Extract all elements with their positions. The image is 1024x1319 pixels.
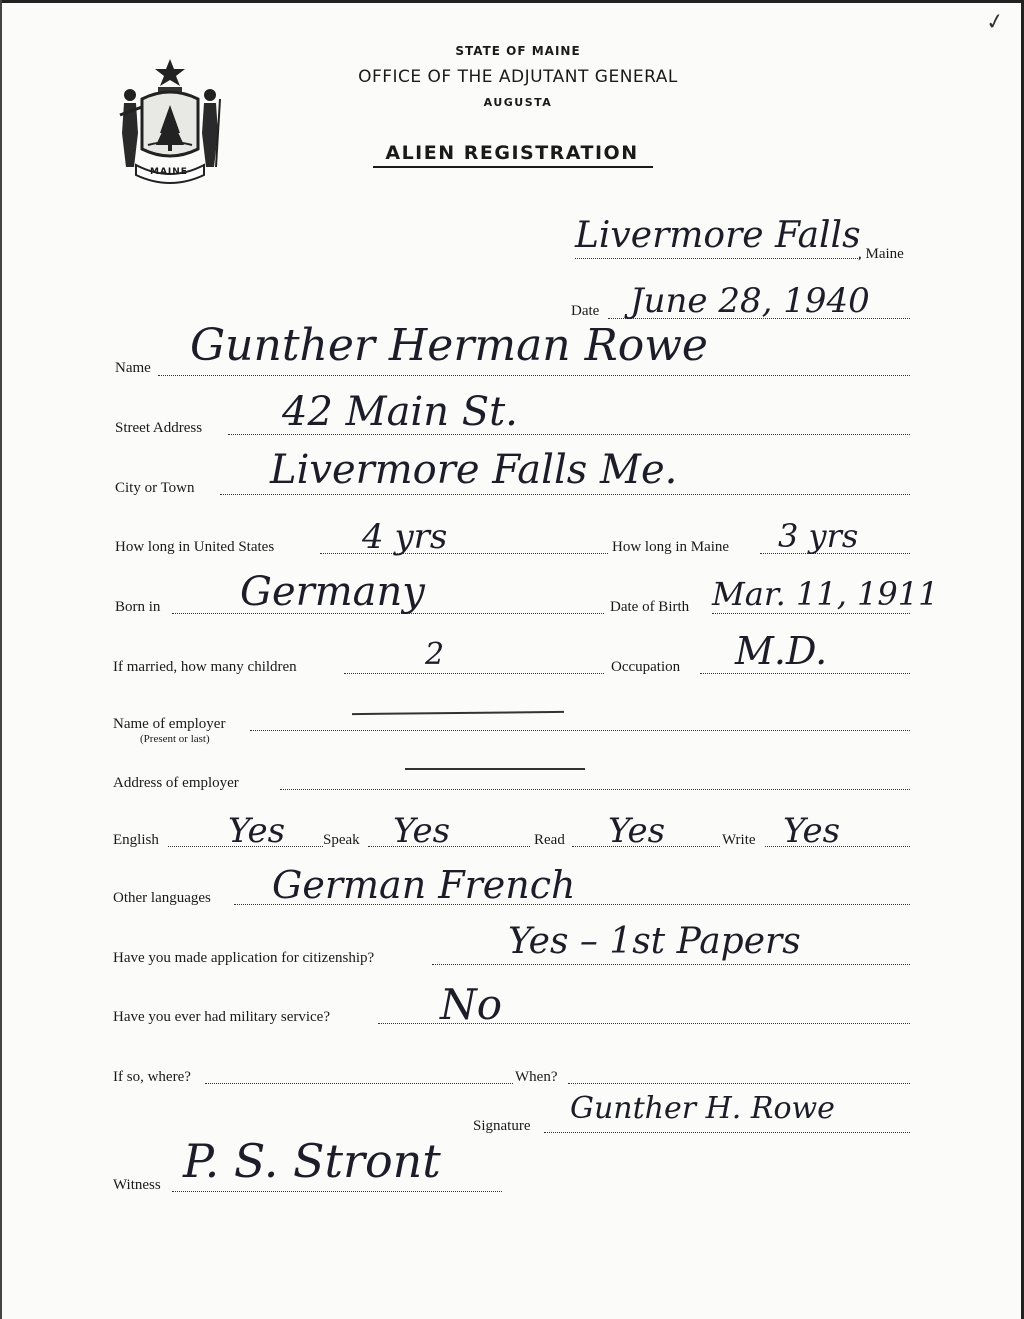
children-entry: 2 [425, 637, 445, 672]
read-label: Read [534, 832, 565, 848]
name-label: Name [115, 360, 151, 376]
town-entry: Livermore Falls [575, 215, 861, 256]
write-label: Write [722, 832, 756, 848]
checkmark-icon: ✓ [983, 8, 1007, 37]
witness-line [172, 1191, 502, 1192]
employer-label: Name of employer [113, 716, 226, 732]
other-languages-entry: German French [272, 863, 576, 907]
where-label: If so, where? [113, 1069, 191, 1085]
speak-entry: Yes [393, 811, 451, 851]
citizenship-line [432, 964, 910, 965]
seal-banner-text: MAINE [150, 167, 188, 177]
signature-label: Signature [473, 1118, 531, 1134]
how-long-us-label: How long in United States [115, 539, 275, 555]
header-city: AUGUSTA [483, 96, 553, 109]
scan-edge-left [0, 0, 2, 1319]
signature-entry: Gunther H. Rowe [570, 1091, 835, 1126]
date-entry: June 28, 1940 [630, 281, 870, 321]
citizenship-entry: Yes – 1st Papers [508, 921, 801, 962]
city-entry: Livermore Falls Me. [270, 447, 678, 493]
how-long-maine-label: How long in Maine [612, 539, 730, 555]
witness-label: Witness [113, 1177, 161, 1193]
occupation-entry: M.D. [735, 629, 828, 673]
other-languages-label: Other languages [113, 890, 211, 906]
employer-address-line [280, 789, 910, 790]
dob-entry: Mar. 11, 1911 [712, 575, 939, 613]
born-entry: Germany [240, 569, 425, 615]
how-long-maine-entry: 3 yrs [778, 517, 859, 555]
city-label: City or Town [115, 480, 195, 496]
witness-entry: P. S. Stront [183, 1134, 441, 1188]
military-entry: No [440, 980, 503, 1029]
street-entry: 42 Main St. [282, 389, 518, 435]
read-entry: Yes [608, 811, 666, 851]
when-label: When? [515, 1069, 558, 1085]
employer-dash [352, 711, 564, 715]
occupation-line [700, 673, 910, 674]
street-label: Street Address [115, 420, 203, 436]
how-long-us-entry: 4 yrs [362, 517, 448, 557]
occupation-label: Occupation [611, 659, 681, 675]
born-label: Born in [115, 599, 161, 615]
where-line [205, 1083, 513, 1084]
maine-label: , Maine [858, 246, 904, 262]
english-entry: Yes [228, 811, 286, 851]
employer-line [250, 730, 910, 731]
title-underline [373, 166, 653, 168]
name-line [158, 375, 910, 376]
children-label: If married, how many children [113, 659, 297, 675]
city-line [220, 494, 910, 495]
employer-address-dash [405, 768, 585, 770]
form-title: ALIEN REGISTRATION [385, 142, 639, 164]
scan-edge-top [0, 0, 1024, 3]
dob-label: Date of Birth [610, 599, 690, 615]
speak-label: Speak [323, 832, 360, 848]
military-label: Have you ever had military service? [113, 1009, 330, 1025]
name-entry: Gunther Herman Rowe [190, 320, 708, 371]
signature-line [544, 1132, 910, 1133]
date-label: Date [571, 303, 600, 319]
english-label: English [113, 832, 159, 848]
children-line [344, 673, 604, 674]
town-line [575, 258, 860, 259]
header-office: OFFICE OF THE ADJUTANT GENERAL [358, 67, 678, 87]
header-state: STATE OF MAINE [455, 44, 581, 58]
citizenship-label: Have you made application for citizenship? [113, 950, 375, 966]
dob-line [712, 613, 910, 614]
employer-note: (Present or last) [140, 733, 210, 745]
write-entry: Yes [783, 811, 841, 851]
employer-address-label: Address of employer [113, 775, 239, 791]
when-line [568, 1083, 910, 1084]
